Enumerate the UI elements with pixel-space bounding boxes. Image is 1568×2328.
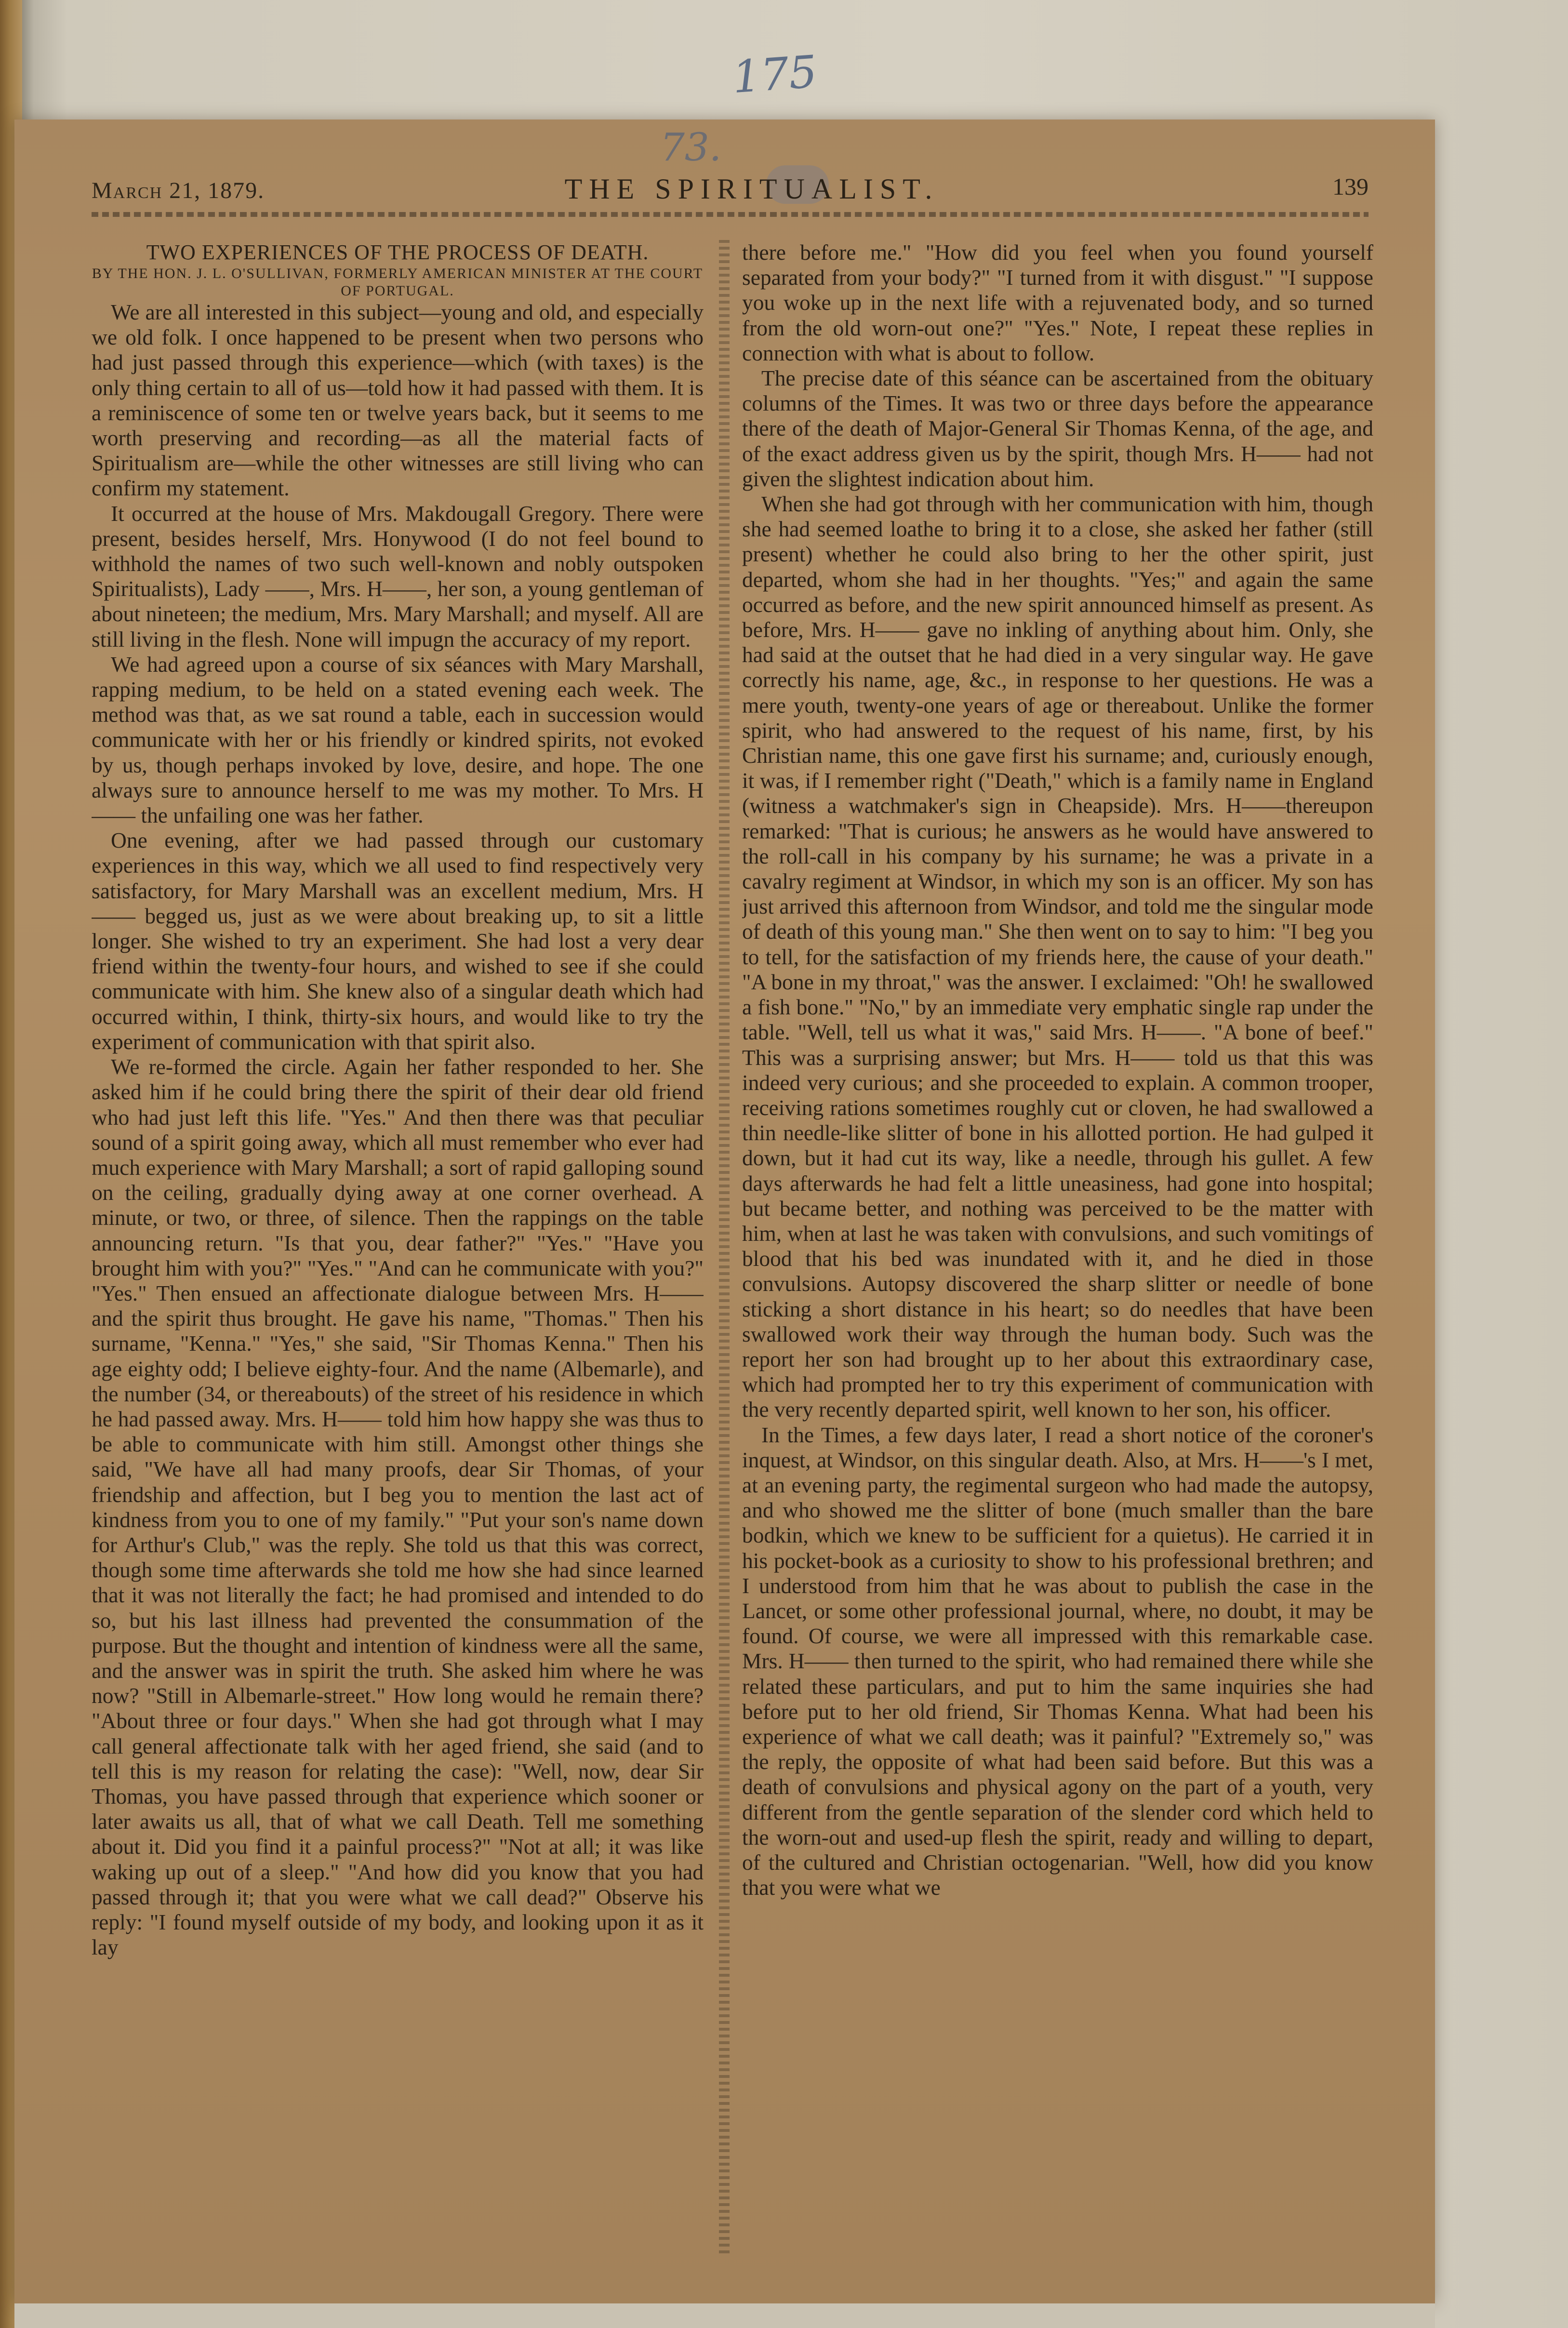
page-number: 139 bbox=[1332, 173, 1369, 200]
stamp-number: 73. bbox=[660, 125, 722, 170]
column-divider bbox=[719, 240, 730, 2254]
newspaper-clipping bbox=[14, 120, 1435, 2303]
header-date: March 21, 1879. bbox=[92, 178, 265, 203]
paragraph: We re-formed the circle. Again her father responded to her. She asked him if he could bring there the spirit of their dear old friend who had just left this life. "Yes." And then there was that peculiar sound of a spirit going away, which all must remember who ever had much experience with Mary Marshall; a sort of rapid galloping sound on the ceiling, gradually dying away at one corner overhead. A minute, or two, or three, of silence. Then the rappings on the table announcing return. "Is that you, dear father?" "Yes." "Have you brought him with you?" "Yes." "And can he communicate with you?" "Yes." Then ensued an affectionate dialogue between Mrs. H—— and the spirit thus brought. He gave his name, "Thomas." Then his surname, "Kenna." "Yes," she said, "Sir Thomas Kenna." Then his age eighty odd; I believe eighty-four. And the name (Albemarle), and the number (34, or thereabouts) of the street of his residence in which he had passed away. Mrs. H—— told him how happy she was thus to be able to communicate with him still. Amongst other things she said, "We have all had many proofs, dear Sir Thomas, of your friendship and affection, but I beg you to mention the last act of kindness from you to one of my family." "Put your son's name down for Arthur's Club," was the reply. She told us that this was correct, though some time afterwards she told me how she had since learned that it was not literally the fact; he had promised and intended to do so, but his last illness had prevented the consummation of the purpose. But the thought and intention of kindness were all the same, and the answer was in spirit the truth. She asked him where he was now? "Still in Albemarle-street." How long would he remain there? "About three or four days." When she had got through what I may call general affectionate talk with her aged friend, she said (and to tell this is my reason for relating the case): "Well, now, dear Sir Thomas, you have passed through that experience which sooner or later awaits us all, that of what we call Death. Tell me something about it. Did you find it a painful process?" "Not at all; it was like waking up out of a sleep." "And how did you know that you had passed through it; that you were what we call dead?" Observe his reply: "I found myself outside of my body, and looking upon it as it lay bbox=[92, 1054, 704, 1960]
pencil-folio-number: 175 bbox=[731, 46, 819, 104]
paragraph: The precise date of this séance can be ascertained from the obituary columns of the Times. It was two or three days before the appearance there of the death of Major-General Sir Thomas Kenna, of the age, and of the exact address given us by the spirit, though Mrs. H—— had not given the slightest indication about him. bbox=[742, 366, 1373, 491]
paragraph: When she had got through with her communication with him, though she had seemed loathe to bring it to a close, she asked her father (still present) whether he could also bring to her the other spirit, just departed, whom she had in her thoughts. "Yes;" and again the same occurred as before, and the new spirit announced himself as present. As before, Mrs. H—— gave no inkling of anything about him. Only, she had said at the outset that he had died in a very singular way. He gave correctly his name, age, &c., in response to her questions. He was a mere youth, twenty-one years of age or thereabout. Unlike the former spirit, who had answered to the request of his name, first, by his Christian name, this one gave first his surname; and, curiously enough, it was, if I remember right ("Death," which is a family name in England (witness a watchmaker's sign in Cheapside). Mrs. H——thereupon remarked: "That is curious; he answers as he would have answered to the roll-call in his company by his surname; he was a private in a cavalry regiment at Windsor, in which my son is an officer. My son has just arrived this afternoon from Windsor, and told me the singular mode of death of this young man." She then went on to say to him: "I beg you to tell, for the satisfaction of my friends here, the cause of your death." "A bone in my throat," was the answer. I exclaimed: "Oh! he swallowed a fish bone." "No," by an immediate very emphatic single rap under the table. "Well, tell us what it was," said Mrs. H——. "A bone of beef." This was a surprising answer; but Mrs. H—— told us that this was indeed very curious; and she proceeded to explain. A common trooper, receiving rations sometimes roughly cut or cloven, he had swallowed a thin needle-like slitter of bone in his allotted portion. He had gulped it down, but it had cut its way, like a needle, through his gullet. A few days afterwards he had felt a little uneasiness, had gone into hospital; but became better, and nothing was perceived to be the matter with him, when at last he was taken with convulsions, and such vomitings of blood that his bed was inundated with it, and he died in those convulsions. Autopsy discovered the sharp slitter or needle of bone sticking a short distance in his heart; so do needles that have been swallowed work their way through the human body. Such was the report her son had brought up to her about this extraordinary case, which had prompted her to try this experiment of communication with the very recently departed spirit, well known to her son, his officer. bbox=[742, 492, 1373, 1422]
paragraph: One evening, after we had passed through our customary experiences in this way, which we all used to find respectively very satisfactory, for Mary Marshall was an excellent medium, Mrs. H—— begged us, just as we were about breaking up, to sit a little longer. She wished to try an experiment. She had lost a very dear friend within the twenty-four hours, and wished to see if she could communicate with him. She knew also of a singular death which had occurred within, I think, thirty-six hours, and would like to try the experiment of communication with that spirit also. bbox=[92, 828, 704, 1054]
page-bottom-margin bbox=[14, 2303, 1435, 2328]
publication-title: THE SPIRITUALIST. bbox=[564, 173, 939, 205]
paragraph: We had agreed upon a course of six séances with Mary Marshall, rapping medium, to be held on a stated evening each week. The method was that, as we sat round a table, each in succession would communicate with her or his friendly or kindred spirits, not evoked by us, though perhaps invoked by love, desire, and hope. The one always sure to announce herself to me was my mother. To Mrs. H—— the unfailing one was her father. bbox=[92, 652, 704, 828]
paragraph: We are all interested in this subject—young and old, and especially we old folk. I once happened to be present when two persons who had just passed through this experience—which (with taxes) is the only thing certain to all of us—told how it had passed with them. It is a reminiscence of some ten or twelve years back, but it seems to me worth preserving and recording—as all the material facts of Spiritualism are—while the other witnesses are still living who can confirm my statement. bbox=[92, 300, 704, 501]
page-header bbox=[92, 173, 1369, 216]
left-column bbox=[92, 240, 704, 2254]
paragraph: In the Times, a few days later, I read a short notice of the coroner's inquest, at Windsor, on this singular death. Also, at Mrs. H——'s I met, at an evening party, the regimental surgeon who had made the autopsy, and who showed me the slitter of bone (much smaller than the bare bodkin, which we knew to be sufficient for a quietus). He carried it in his pocket-book as a curiosity to show to his professional brethren; and I understood from him that he was about to publish the case in the Lancet, or some other professional journal, where, no doubt, it may be found. Of course, we were all impressed with this remarkable case. Mrs. H—— then turned to the spirit, who had remained there while she related these particulars, and put to him the same inquiries she had before put to her old friend, Sir Thomas Kenna. What had been his experience of what we call death; was it painful? "Extremely so," was the reply, the opposite of what had been said before. But this was a death of convulsions and physical agony on the part of a youth, very different from the gentle separation of the slender cord which held to the worn-out and used-up flesh the spirit, ready and willing to depart, of the cultured and Christian octogenarian. "Well, how did you know that you were what we bbox=[742, 1422, 1373, 1900]
article-byline: BY THE HON. J. L. O'SULLIVAN, FORMERLY AMERICAN MINISTER AT THE COURT OF PORTUGAL. bbox=[92, 266, 704, 299]
right-column bbox=[742, 240, 1373, 2254]
paragraph: It occurred at the house of Mrs. Makdougall Gregory. There were present, besides herself, Mrs. Honywood (I do not feel bound to withhold the names of two such well-known and nobly outspoken Spiritualists), Lady ——, Mrs. H——, her son, a young gentleman of about nineteen; the medium, Mrs. Mary Marshall; and myself. All are still living in the flesh. None will impugn the accuracy of my report. bbox=[92, 501, 704, 652]
header-rule bbox=[92, 212, 1369, 217]
paragraph: there before me." "How did you feel when you found yourself separated from your body?" "I turned from it with disgust." "I suppose you woke up in the next life with a rejuvenated body, and so turned from the old worn-out one?" "Yes." Note, I repeat these replies in connection with what is about to follow. bbox=[742, 240, 1373, 365]
article-title: TWO EXPERIENCES OF THE PROCESS OF DEATH. bbox=[146, 240, 649, 264]
